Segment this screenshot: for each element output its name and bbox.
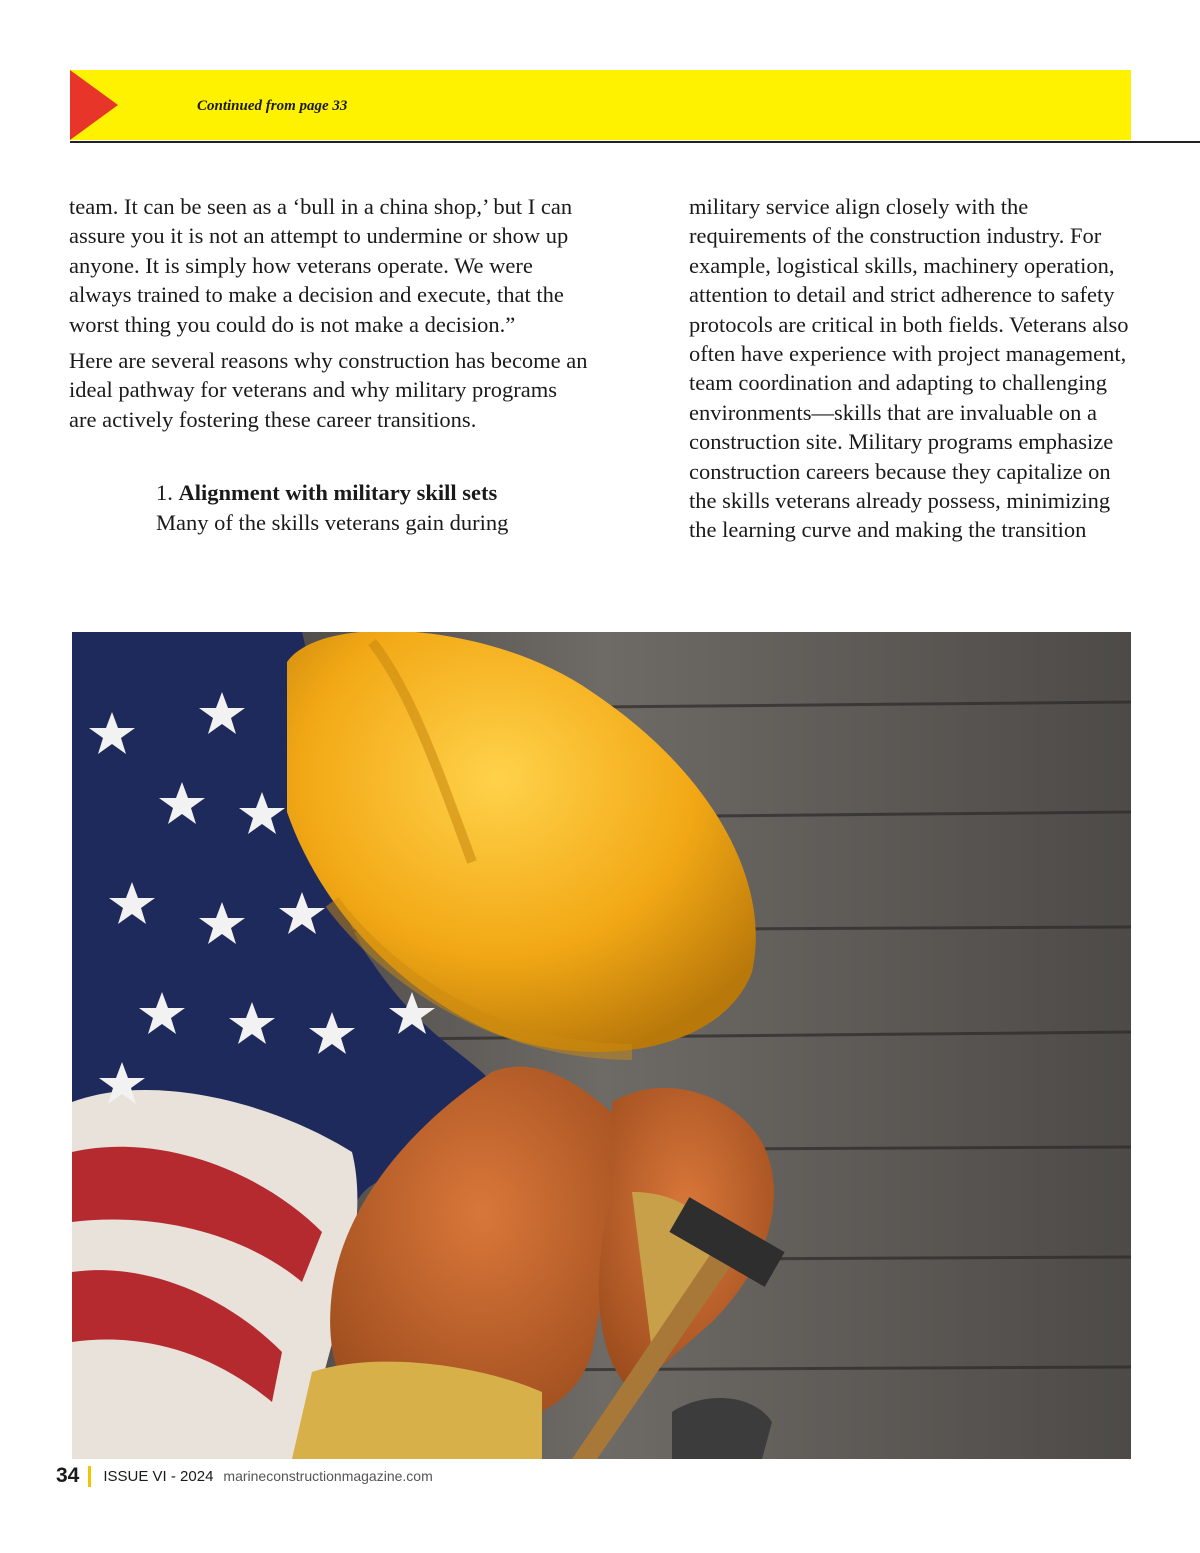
right-paragraph-1: military service align closely with the requirements of the construction industry. For example, logistical skills, machinery operation, attention to detail and strict adherence to safety protocols are critical in both fields. Veterans also often have experience with project management, team coordination and adapting to challenging environments—skills that are invaluable on a construction site. Military programs emphasize construction careers because they capitalize on the skills veterans already possess, minimizing the learning curve and making the transition <box>689 194 1129 543</box>
website-link[interactable]: marineconstructionmagazine.com <box>223 1468 433 1484</box>
footer-divider <box>88 1466 91 1487</box>
heading-number: 1. <box>156 480 173 506</box>
left-paragraph-2: Here are several reasons why construction has become an ideal pathway for veterans and why military programs are actively fostering these career transitions. <box>69 348 588 432</box>
left-column <box>69 192 589 537</box>
feature-photo <box>72 632 1131 1459</box>
page-footer <box>56 1461 433 1491</box>
red-arrow-icon <box>70 70 118 140</box>
left-paragraph-1: team. It can be seen as a ‘bull in a china shop,’ but I can assure you it is not an attempt to undermine or show up anyone. It is simply how veterans operate. We were always trained to make a decision and execute, that the worst thing you could do is not make a decision.” <box>69 194 573 337</box>
flag-hardhat-gloves-illustration <box>72 632 1131 1459</box>
continued-label: Continued from page 33 <box>197 98 348 114</box>
right-column <box>689 192 1139 545</box>
left-paragraph-3: Many of the skills veterans gain during <box>156 509 509 535</box>
section-heading-block <box>69 478 589 537</box>
heading-text: Alignment with military skill sets <box>178 480 498 506</box>
issue-label: ISSUE VI - 2024 <box>103 1467 214 1485</box>
section-heading <box>156 478 589 507</box>
header-divider <box>70 141 1200 143</box>
page-number: 34 <box>56 1464 80 1487</box>
